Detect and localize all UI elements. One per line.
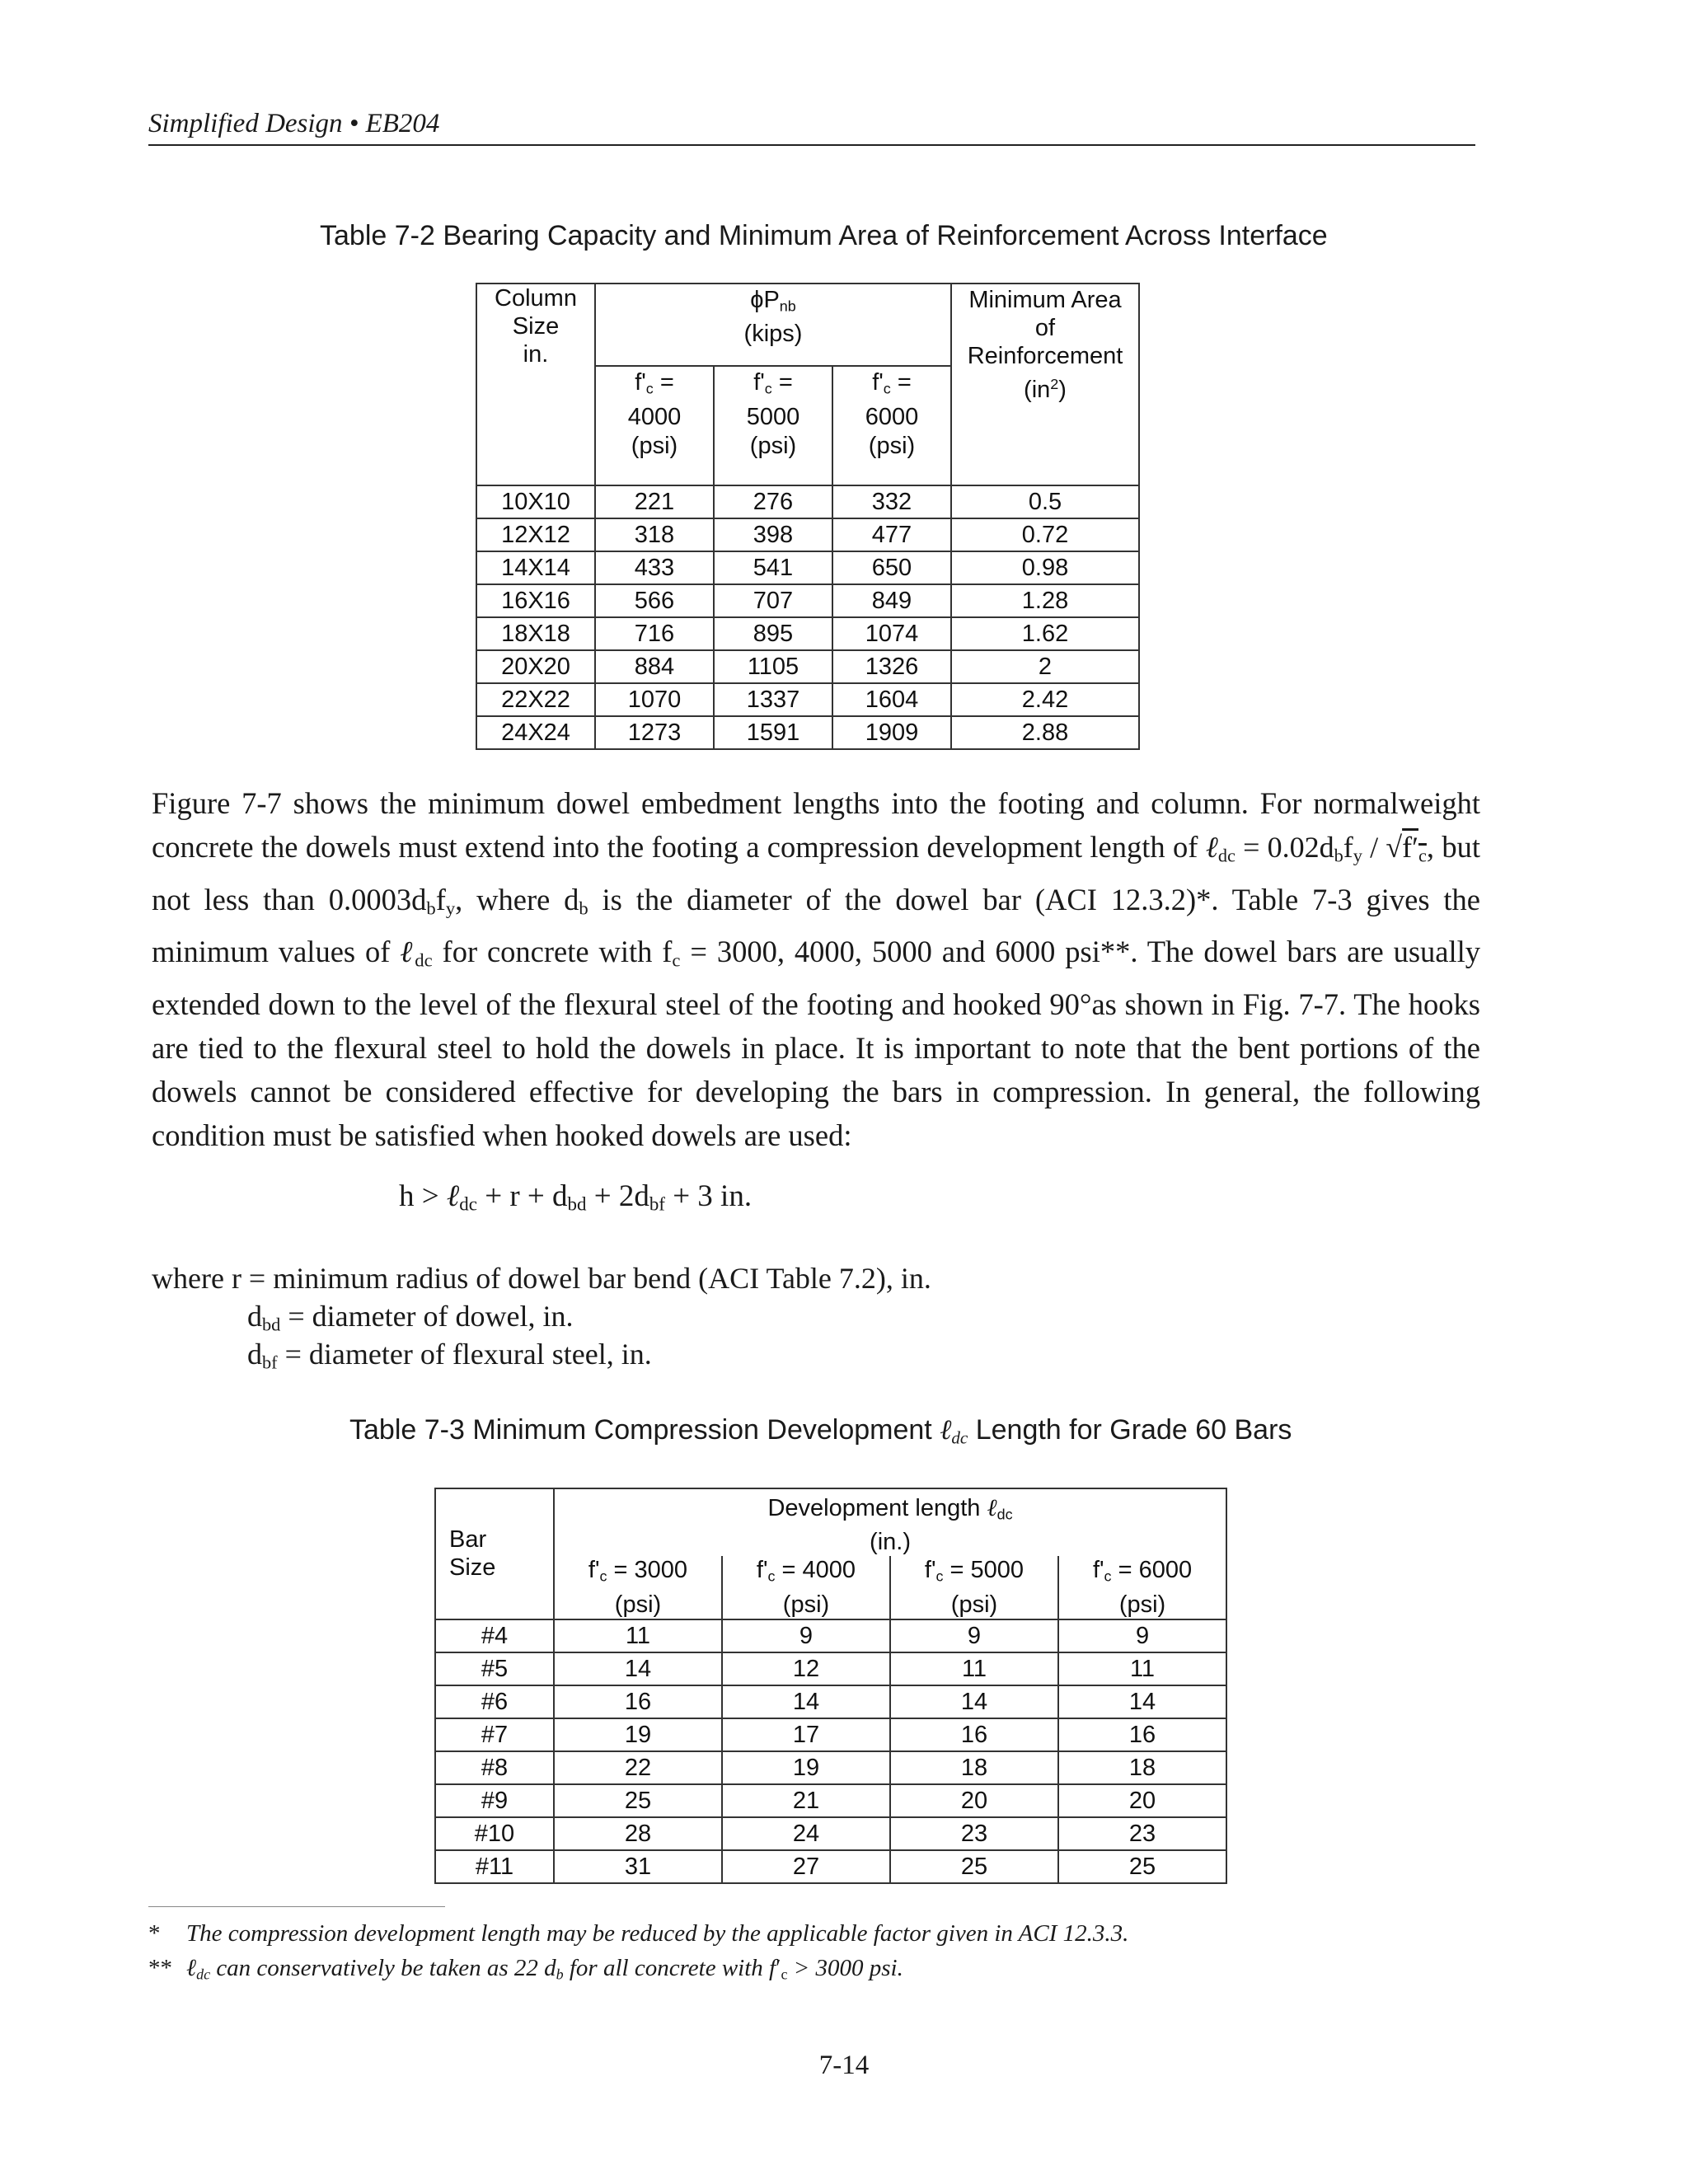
running-header: Simplified Design • EB204: [148, 109, 440, 138]
para-line-2: concrete the dowels must extend into the footing a compression development length of ℓ$_{dc}$ = $0.02d_bf_y / √f'_c$, but: [152, 830, 1480, 866]
para-line-3: not less than $0.0003d_bf_y$, where $d_b$ is the diameter of the dowel bar (ACI 12.3.2)*. Table 7-3 gives the: [152, 882, 1480, 919]
footnote-2: ** ℓ$_{dc}$ can conservatively be taken as 22 $d_b$ for all concrete with $f'_c > 3000$ psi.: [148, 1955, 903, 1983]
column-size-header: Column Size in.: [476, 284, 595, 485]
para-rest: extended down to the level of the flexural steel of the footing and hooked 90°as shown in Fig. 7-7. The hooks are tied to the flexural steel to hold the dowels in place. It is important to note that the bent portions of the dowels cannot be considered effective for developing the bars in compression. In general, the following condition must be satisfied when hooked dowels are used:: [152, 987, 1480, 1152]
table-7-3-caption: Table 7-3 Minimum Compression Development ℓ$_{dc}$ Length for Grade 60 Bars: [349, 1414, 1292, 1448]
fc-5000-header: $f'_c$ = 5000 (psi): [714, 366, 832, 485]
fc-6000-header: $f'_c$ = 6000 (psi): [832, 366, 951, 485]
dev-length-header: Development length ℓ$_{dc}$ (in.): [554, 1488, 1226, 1556]
para-line-4: minimum values of ℓ$_{dc}$ for concrete with $f_c = 3000$, 4000, 5000 and 6000 psi**. The dowel bars are usually: [152, 935, 1481, 971]
table-row: #8 22 19 18 18: [435, 1751, 1226, 1784]
condition-equation: h > ℓ$_{dc}$ + $r + d_{bd} + 2d_{bf} + 3$ in.: [399, 1179, 753, 1215]
phi-pnb-header: $\phi P_{nb}$ (kips): [595, 284, 951, 366]
table-7-2: [476, 283, 1140, 750]
where-line-1: where r = minimum radius of dowel bar bend (ACI Table 7.2), in.: [152, 1262, 931, 1295]
table-row: #9 25 21 20 20: [435, 1784, 1226, 1817]
table-row: #10 28 24 23 23: [435, 1817, 1226, 1850]
table-row: #6 16 14 14 14: [435, 1685, 1226, 1718]
table-row: #4 11 9 9 9: [435, 1619, 1226, 1652]
min-area-header: Minimum Area of Reinforcement $(in^2)$: [951, 284, 1139, 485]
fc-4000-header: $f'_c$ = 4000 (psi): [595, 366, 714, 485]
table-row: 14X14 433 541 650 0.98: [476, 551, 1139, 584]
header-rule: [148, 144, 1475, 146]
table-row: #5 14 12 11 11: [435, 1652, 1226, 1685]
table-row: 24X24 1273 1591 1909 2.88: [476, 716, 1139, 749]
bar-size-header: Bar Size: [435, 1488, 554, 1619]
table-row: 20X20 884 1105 1326 2: [476, 650, 1139, 683]
where-line-3: $d_{bf}$ = diameter of flexural steel, in.: [247, 1338, 652, 1373]
footnote-rule: [148, 1906, 445, 1907]
table-row: 10X10 221 276 332 0.5: [476, 485, 1139, 518]
table-7-2-caption: Table 7-2 Bearing Capacity and Minimum Area of Reinforcement Across Interface: [320, 220, 1328, 251]
table-row: 12X12 318 398 477 0.72: [476, 518, 1139, 551]
table-row: 16X16 566 707 849 1.28: [476, 584, 1139, 617]
table-7-3: [434, 1488, 1227, 1884]
fc-6000-header: $f'_c = 6000$ (psi): [1058, 1556, 1226, 1619]
para-line-1: Figure 7-7 shows the minimum dowel embedment lengths into the footing and column. For normalweight: [152, 786, 1480, 820]
where-line-2: $d_{bd}$ = diameter of dowel, in.: [247, 1300, 574, 1335]
fc-5000-header: $f'_c = 5000$ (psi): [890, 1556, 1058, 1619]
fc-4000-header: $f'_c = 4000$ (psi): [722, 1556, 890, 1619]
body-paragraph: [152, 781, 1480, 1157]
table-row: 22X22 1070 1337 1604 2.42: [476, 683, 1139, 716]
page-number: 7-14: [818, 2050, 870, 2080]
footnote-1: * The compression development length may be reduced by the applicable factor given in ACI 12.3.3.: [148, 1920, 1129, 1947]
table-row: #11 31 27 25 25: [435, 1850, 1226, 1883]
fc-3000-header: $f'_c = 3000$ (psi): [554, 1556, 722, 1619]
table-row: 18X18 716 895 1074 1.62: [476, 617, 1139, 650]
table-row: #7 19 17 16 16: [435, 1718, 1226, 1751]
